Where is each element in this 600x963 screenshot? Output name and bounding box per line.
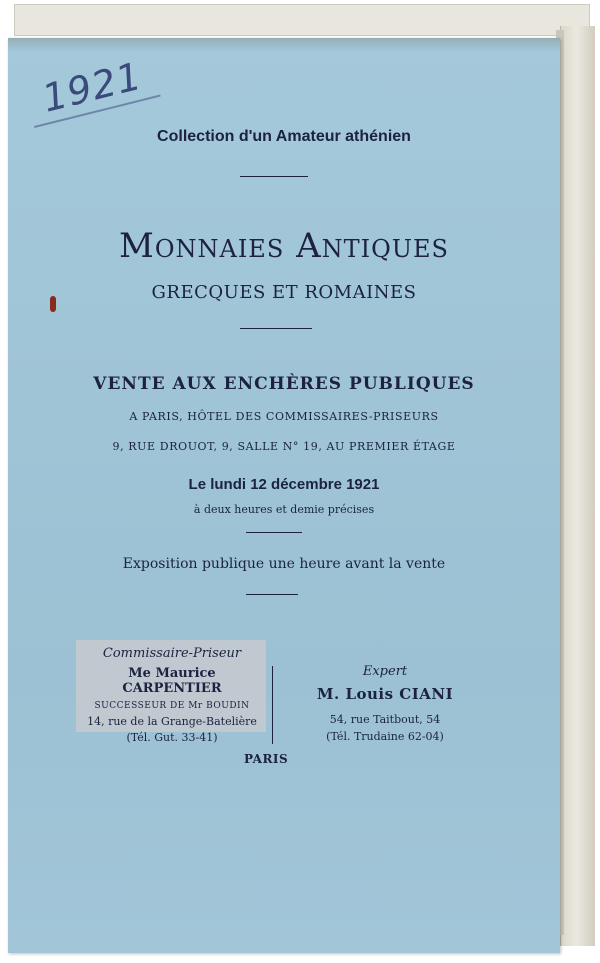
commissaire-successor: SUCCESSEUR DE Mr BOUDIN	[94, 701, 250, 711]
handwritten-number: 1921	[38, 53, 147, 121]
background-sheet-top	[14, 4, 590, 36]
column-divider	[272, 666, 273, 744]
commissaire-address: 14, rue de la Grange-Batelière	[87, 715, 257, 728]
catalog-subtitle: GRECQUES ET ROMAINES	[151, 282, 417, 303]
sale-date: Le lundi 12 décembre 1921	[188, 476, 380, 493]
divider-rule	[246, 532, 302, 533]
sale-time: à deux heures et demie précises	[193, 503, 375, 516]
exhibition-note: Exposition publique une heure avant la vente	[122, 556, 446, 572]
expert-address: 54, rue Taitbout, 54	[329, 713, 441, 726]
commissaire-name: Me Maurice CARPENTIER	[122, 666, 222, 696]
city-imprint: PARIS	[244, 752, 289, 766]
expert-block	[280, 664, 490, 743]
sale-location: A PARIS, HÔTEL DES COMMISSAIRES-PRISEURS	[129, 410, 439, 423]
divider-rule	[240, 328, 312, 329]
expert-phone: (Tél. Trudaine 62-04)	[326, 730, 444, 743]
sale-address: 9, RUE DROUOT, 9, SALLE N° 19, AU PREMIER ÉTAGE	[112, 440, 456, 453]
divider-rule	[246, 594, 298, 595]
catalog-title: Monnaies Antiques	[119, 226, 449, 266]
sale-heading: VENTE AUX ENCHÈRES PUBLIQUES	[93, 374, 475, 394]
expert-name: M. Louis CIANI	[316, 685, 454, 703]
divider-rule	[240, 176, 308, 177]
paper-stain	[8, 38, 560, 52]
commissaire-title: Commissaire-Priseur	[102, 646, 242, 661]
expert-title: Expert	[362, 664, 408, 679]
background-sheet-right	[560, 26, 595, 946]
commissaire-block	[78, 646, 266, 744]
collection-heading: Collection d'un Amateur athénien	[157, 128, 411, 145]
commissaire-phone: (Tél. Gut. 33-41)	[126, 731, 218, 744]
catalog-cover	[8, 38, 560, 953]
